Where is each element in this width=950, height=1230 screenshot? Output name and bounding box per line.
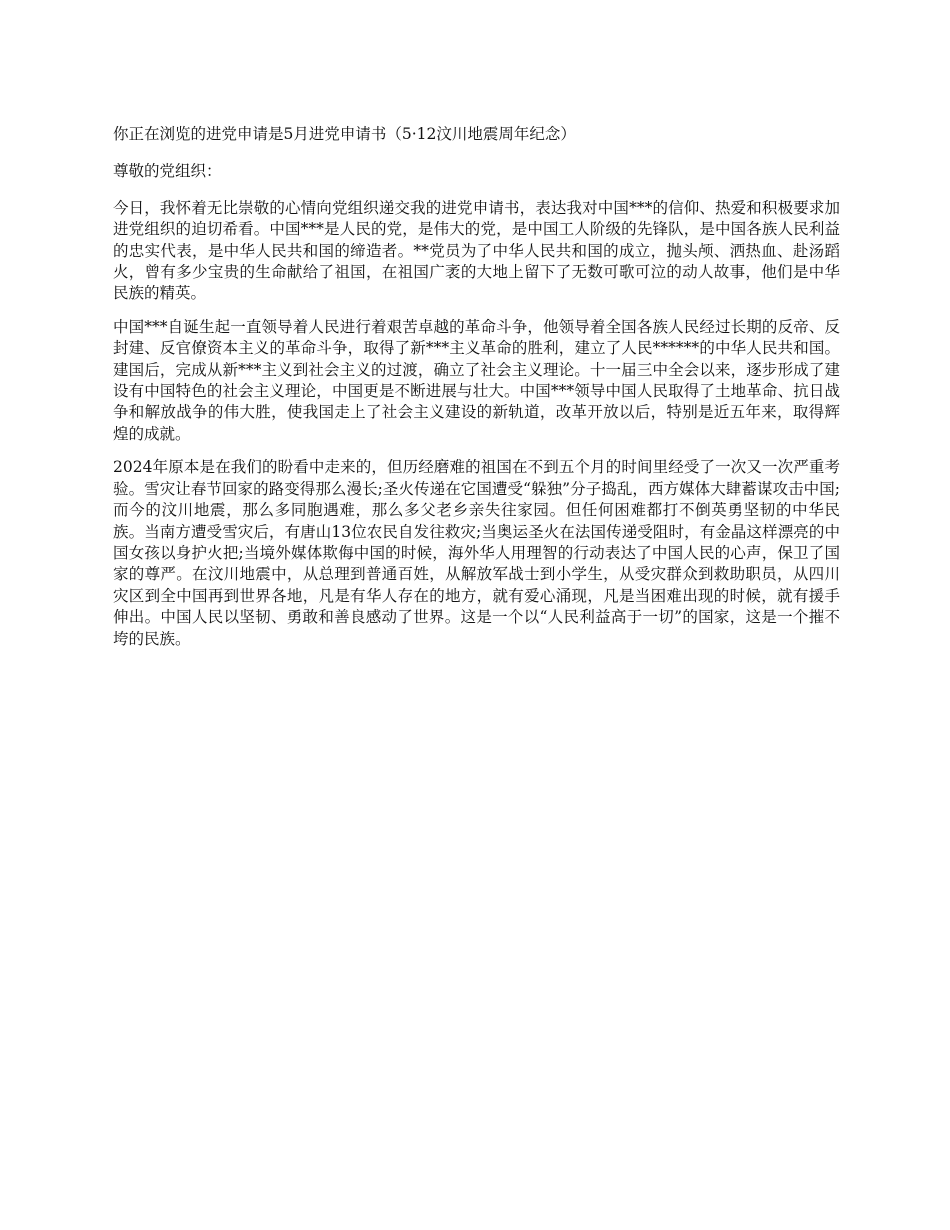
- paragraph-1: 今日，我怀着无比崇敬的心情向党组织递交我的进党申请书，表达我对中国***的信仰、热爱和积极要求加进党组织的迫切希看。中国***是人民的党，是伟大的党，是中国工人阶级的先锋队，是中国各族人民利益的忠实代表，是中华人民共和国的缔造者。**党员为了中华人民共和国的成立，抛头颅、洒热血、赴汤蹈火，曾有多少宝贵的生命献给了祖国，在祖国广袤的大地上留下了无数可歌可泣的动人故事，他们是中华民族的精英。: [113, 198, 840, 303]
- document-title: 你正在浏览的进党申请是5月进党申请书（5·12汶川地震周年纪念）: [113, 125, 576, 143]
- paragraph-3: 2024年原本是在我们的盼看中走来的，但历经磨难的祖国在不到五个月的时间里经受了一次又一次严重考验。雪灾让春节回家的路变得那么漫长;圣火传递在它国遭受“躲独”分子捣乱，西方媒体大肆蓄谋攻击中国;而今的汶川地震，那么多同胞遇难，那么多父老乡亲失往家园。但任何困难都打不倒英勇坚韧的中华民族。当南方遭受雪灾后，有唐山13位农民自发往救灾;当奥运圣火在法国传递受阻时，有金晶这样漂亮的中国女孩以身护火把;当境外媒体欺侮中国的时候，海外华人用理智的行动表达了中国人民的心声，保卫了国家的尊严。在汶川地震中，从总理到普通百姓，从解放军战士到小学生，从受灾群众到救助职员，从四川灾区到全中国再到世界各地，凡是有华人存在的地方，就有爱心涌现，凡是当困难出现的时候，就有援手伸出。中国人民以坚韧、勇敢和善良感动了世界。这是一个以“人民利益高于一切”的国家，这是一个摧不垮的民族。: [113, 458, 840, 648]
- paragraph-2: 中国***自诞生起一直领导着人民进行着艰苦卓越的革命斗争，他领导着全国各族人民经过长期的反帝、反封建、反官僚资本主义的革命斗争，取得了新***主义革命的胜利，建立了人民******的中华人民共和国。建国后，完成从新***主义到社会主义的过渡，确立了社会主义理论。十一届三中全会以来，逐步形成了建设有中国特色的社会主义理论，中国更是不断进展与壮大。中国***领导中国人民取得了土地革命、抗日战争和解放战争的伟大胜，使我国走上了社会主义建设的新轨道，改革开放以后，特别是近五年来，取得辉煌的成就。: [113, 317, 840, 443]
- document-body: [113, 124, 840, 662]
- salutation: 尊敬的党组织：: [113, 162, 222, 181]
